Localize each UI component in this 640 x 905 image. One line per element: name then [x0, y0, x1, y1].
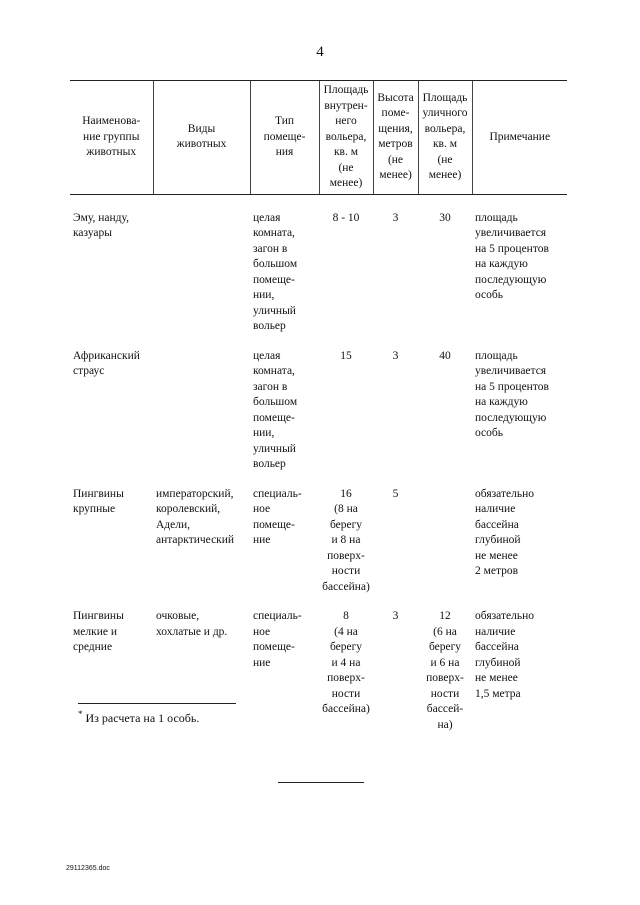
spacer-cell [250, 194, 319, 211]
cell-line: вольер [253, 320, 286, 332]
cell-line: Адели, [156, 518, 191, 531]
cell-line: специаль- [253, 610, 302, 622]
header-line: Виды [187, 122, 216, 135]
gap-cell [319, 595, 373, 609]
table-gap-row [70, 335, 567, 349]
cell-line: увеличивается [475, 365, 547, 377]
cell-line: Пингвины [73, 610, 124, 622]
header-room-type [250, 81, 319, 195]
cell-line: специаль- [253, 487, 302, 500]
cell-line: нии, [253, 427, 275, 439]
cell-line: загон в [253, 242, 288, 255]
cell-line: площадь [475, 211, 518, 224]
table-spacer-row [70, 194, 567, 211]
enclosure-requirements-table-wrap [70, 80, 567, 733]
cell-line: не менее [475, 672, 518, 684]
table-row [70, 349, 567, 473]
gap-cell [153, 473, 250, 487]
cell-line: увеличивается [475, 227, 547, 239]
cell-line: целая [253, 349, 281, 362]
cell-line: помеще- [253, 273, 295, 286]
header-line: Наименова- [82, 115, 141, 127]
cell-line: королевский, [156, 503, 221, 515]
gap-cell [373, 595, 418, 609]
cell-note [472, 211, 567, 335]
cell-line: уличный [253, 304, 296, 317]
cell-line: очковые, [156, 610, 200, 622]
cell-line: 2 метров [475, 565, 519, 577]
header-line: Площадь [422, 91, 468, 104]
header-line: Примечание [489, 130, 551, 143]
cell-line: последующую [475, 411, 547, 424]
cell-room-height [373, 349, 418, 473]
footnote-divider [78, 703, 236, 704]
cell-line: загон в [253, 380, 288, 393]
cell-line: комната, [253, 227, 295, 239]
page-number: 4 [316, 44, 324, 60]
cell-line: на каждую [475, 396, 528, 408]
table-row [70, 211, 567, 335]
gap-cell [319, 335, 373, 349]
cell-line: 15 [340, 349, 352, 362]
table-body [70, 194, 567, 733]
header-line: помеще- [263, 130, 306, 143]
cell-indoor-area [319, 487, 373, 596]
cell-line: 1,5 метра [475, 687, 521, 700]
header-note [472, 81, 567, 195]
cell-note [472, 349, 567, 473]
cell-animal-group [70, 349, 153, 473]
header-line: Тип [274, 115, 295, 127]
cell-indoor-area [319, 211, 373, 335]
cell-line: 3 [392, 349, 399, 362]
cell-room-type [250, 211, 319, 335]
cell-note [472, 487, 567, 596]
gap-cell [70, 473, 153, 487]
footnote [78, 711, 199, 726]
cell-line: не менее [475, 549, 518, 562]
spacer-cell [153, 194, 250, 211]
gap-cell [472, 595, 567, 609]
gap-cell [70, 595, 153, 609]
header-line: ние группы [83, 130, 140, 143]
cell-line: вольер [253, 458, 286, 470]
cell-line: 16 [340, 487, 352, 500]
cell-line: 8 - 10 [332, 211, 360, 224]
cell-line: ние [253, 656, 271, 669]
cell-outdoor-area [418, 609, 472, 733]
cell-line: помеще- [253, 411, 295, 424]
header-line: ния [275, 146, 294, 158]
cell-outdoor-area [418, 211, 472, 335]
cell-line: уличный [253, 442, 296, 455]
header-line: поме- [381, 107, 410, 120]
cell-line: берегу [428, 641, 462, 653]
cell-line: бассей- [426, 703, 464, 715]
document-filename: 29112365.doc [66, 865, 110, 872]
spacer-cell [418, 194, 472, 211]
cell-line: 30 [439, 211, 451, 224]
header-indoor-area [319, 81, 373, 195]
cell-room-type [250, 349, 319, 473]
cell-room-height [373, 487, 418, 596]
cell-line: на каждую [475, 258, 528, 270]
header-line: Площадь [323, 84, 369, 96]
cell-line: комната, [253, 365, 295, 377]
cell-line: 3 [392, 211, 399, 224]
table-header-row [70, 81, 567, 195]
header-line: (не [387, 153, 404, 166]
gap-cell [418, 473, 472, 487]
cell-line: Африканский [73, 349, 140, 362]
cell-line: ное [253, 625, 271, 638]
header-line: животных [176, 138, 227, 151]
cell-species [153, 211, 250, 335]
cell-line: 40 [439, 349, 451, 362]
header-line: животных [86, 146, 137, 158]
table-gap-row [70, 595, 567, 609]
cell-line: и 8 на [331, 534, 361, 546]
header-room-height [373, 81, 418, 195]
cell-line: обязательно [475, 487, 534, 500]
spacer-cell [472, 194, 567, 211]
cell-line: нии, [253, 289, 275, 301]
cell-line: ности [331, 565, 361, 577]
cell-room-height [373, 211, 418, 335]
cell-line: берегу [329, 518, 363, 531]
cell-room-type [250, 609, 319, 733]
gap-cell [70, 335, 153, 349]
footnote-text: Из расчета на 1 особь. [85, 711, 200, 725]
header-line: (не [437, 153, 453, 166]
header-line: Высота [377, 91, 414, 104]
header-line: (не [338, 161, 354, 174]
cell-line: Пингвины [73, 487, 124, 500]
header-line: вольера, [424, 122, 466, 135]
header-line: менее) [379, 169, 412, 182]
header-animal-group [70, 81, 153, 195]
cell-species [153, 487, 250, 596]
cell-line: страус [73, 365, 105, 377]
cell-line: последующую [475, 273, 547, 286]
cell-line: площадь [475, 349, 518, 362]
gap-cell [472, 473, 567, 487]
cell-line: ности [430, 687, 460, 700]
cell-indoor-area [319, 349, 373, 473]
cell-line: бассейна [475, 641, 519, 653]
gap-cell [418, 335, 472, 349]
header-line: него [335, 115, 357, 127]
cell-line: ние [253, 534, 271, 546]
cell-line: крупные [73, 503, 116, 515]
cell-line: ности [331, 687, 361, 700]
cell-line: ное [253, 503, 271, 515]
gap-cell [373, 473, 418, 487]
cell-line: на 5 процентов [475, 380, 549, 393]
gap-cell [153, 595, 250, 609]
header-line: менее) [329, 177, 363, 189]
cell-line: (4 на [334, 625, 358, 638]
cell-line: обязательно [475, 610, 534, 622]
cell-line: поверх- [327, 672, 365, 684]
cell-line: на) [437, 718, 453, 731]
cell-indoor-area [319, 609, 373, 733]
cell-line: Эму, нанду, [73, 211, 129, 224]
cell-line: большом [253, 258, 298, 270]
cell-line: бассейна) [322, 703, 370, 715]
cell-line: и 4 на [331, 656, 361, 669]
cell-animal-group [70, 211, 153, 335]
cell-line: бассейна) [322, 580, 370, 593]
cell-line: средние [73, 641, 113, 653]
cell-line: наличие [475, 625, 516, 638]
gap-cell [250, 595, 319, 609]
cell-line: глубиной [475, 534, 521, 546]
cell-line: хохлатые и др. [156, 625, 228, 638]
cell-line: целая [253, 211, 281, 224]
cell-line: 3 [392, 610, 399, 622]
cell-outdoor-area [418, 487, 472, 596]
gap-cell [153, 335, 250, 349]
header-line: менее) [428, 169, 462, 182]
cell-line: казуары [73, 227, 112, 239]
cell-line: на 5 процентов [475, 242, 549, 255]
cell-line: мелкие и [73, 625, 117, 638]
cell-animal-group [70, 487, 153, 596]
cell-line: императорский, [156, 487, 234, 500]
end-divider [278, 782, 364, 783]
spacer-cell [319, 194, 373, 211]
cell-note [472, 609, 567, 733]
header-outdoor-area [418, 81, 472, 195]
cell-line: поверх- [327, 549, 365, 562]
cell-line: 12 [439, 610, 451, 622]
header-line: внутрен- [324, 99, 368, 112]
cell-room-type [250, 487, 319, 596]
cell-room-height [373, 609, 418, 733]
gap-cell [418, 595, 472, 609]
gap-cell [472, 335, 567, 349]
gap-cell [373, 335, 418, 349]
footnote-marker: * [78, 709, 83, 719]
spacer-cell [70, 194, 153, 211]
cell-line: бассейна [475, 518, 519, 531]
header-line: кв. м [333, 146, 359, 158]
cell-line: антарктический [156, 534, 235, 546]
cell-line: поверх- [426, 672, 464, 684]
header-line: щения, [378, 122, 413, 135]
header-line: вольера, [325, 130, 367, 143]
cell-line: большом [253, 396, 298, 408]
cell-line: 8 [343, 610, 349, 622]
spacer-cell [373, 194, 418, 211]
table-row [70, 487, 567, 596]
cell-species [153, 349, 250, 473]
gap-cell [319, 473, 373, 487]
cell-line: (6 на [433, 625, 457, 638]
enclosure-requirements-table [70, 80, 567, 733]
header-species [153, 81, 250, 195]
cell-line: берегу [329, 641, 363, 653]
header-line: метров [378, 138, 413, 151]
gap-cell [250, 335, 319, 349]
cell-line: помеще- [253, 518, 295, 531]
header-line: кв. м [432, 138, 458, 151]
cell-line: и 6 на [430, 656, 460, 669]
cell-outdoor-area [418, 349, 472, 473]
cell-line: 5 [392, 487, 399, 500]
table-gap-row [70, 473, 567, 487]
cell-line: глубиной [475, 656, 521, 669]
cell-line: помеще- [253, 641, 295, 653]
cell-line: наличие [475, 503, 516, 515]
cell-line: (8 на [334, 503, 358, 515]
header-line: уличного [422, 107, 468, 120]
cell-line: особь [475, 289, 503, 301]
cell-line: особь [475, 427, 503, 439]
gap-cell [250, 473, 319, 487]
